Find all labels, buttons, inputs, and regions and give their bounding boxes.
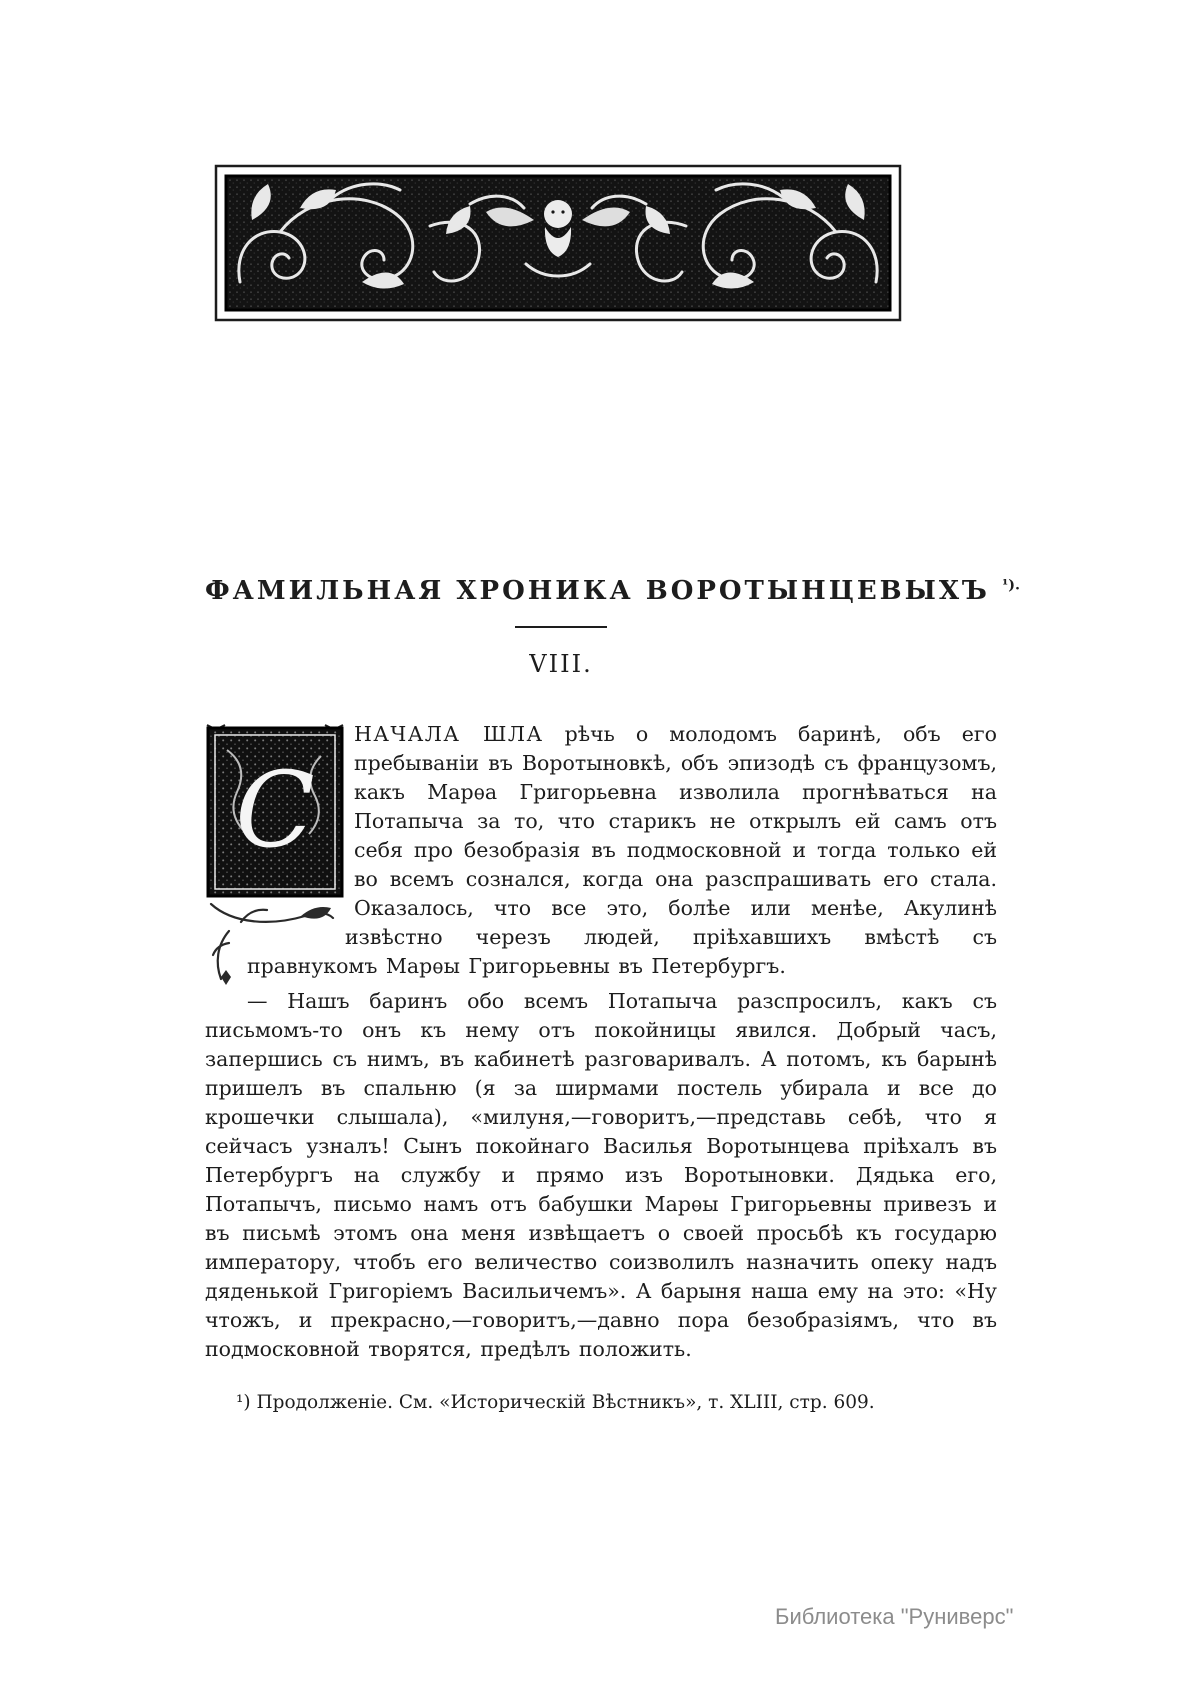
dropcap-letter: С <box>235 749 315 871</box>
header-ornament <box>214 164 902 322</box>
heading-block <box>205 576 1020 678</box>
library-watermark: Библиотека "Руниверс" <box>775 1604 1014 1629</box>
paragraph-lead: НАЧАЛА ШЛА <box>354 722 544 746</box>
dropcap-letter-icon <box>205 722 345 898</box>
paragraph-1-text: рѣчь о молодомъ баринѣ, объ его пребываніи въ Воротыновкѣ, объ эпизодѣ съ французомъ, какъ Марѳа Григорьевна изволила прогнѣваться на Потапыча за то, что старикъ не открылъ ей самъ отъ себя про безобразія въ подмосковной и тогда только ей во всемъ сознался, когда она разспрашивать его стала. Оказалось, что все это, болѣе или менѣе, Акулинѣ извѣстно черезъ людей, пріѣхавшихъ вмѣстѣ съ правнукомъ Марѳы Григорьевны въ Петербургъ. <box>247 722 997 978</box>
title-footnote-mark: ¹). <box>1001 577 1020 594</box>
paragraph-2: — Нашъ баринъ обо всемъ Потапыча разспросилъ, какъ съ письмомъ-то онъ къ нему отъ покойницы явился. Добрый часъ, запершись съ нимъ, въ кабинетѣ разговаривалъ. А потомъ, къ барынѣ пришелъ въ спальню (я за ширмами постель убирала и все до крошечки слышала), «милуня,—говоритъ,—представь себѣ, что я сейчасъ узналъ! Сынъ покойнаго Василья Воротынцева пріѣхалъ въ Петербургъ на службу и прямо изъ Воротыновки. Дядька его, Потапычъ, письмо намъ отъ бабушки Марѳы Григорьевны привезъ и въ письмѣ этомъ она меня извѣщаетъ о своей просьбѣ къ государю императору, чтобъ его величество соизволилъ назначить опеку надъ дяденькой Григоріемъ Васильичемъ». А барыня наша ему на это: «Ну чтожъ, и прекрасно,—говоритъ,—давно пора безобразіямъ, что въ подмосковной творятся, предѣлъ положить. <box>205 989 997 1361</box>
page-title <box>205 576 1020 606</box>
floral-engraving-icon <box>214 164 902 322</box>
dropcap-flourish-icon <box>205 900 337 929</box>
title-text: ФАМИЛЬНАЯ ХРОНИКА ВОРОТЫНЦЕВЫХЪ <box>205 576 990 606</box>
dropcap-ornament <box>205 722 345 898</box>
body-text <box>205 720 997 1364</box>
chapter-number: VIII. <box>529 650 593 678</box>
dropcap-vine-icon <box>205 929 241 987</box>
footnote: ¹) Продолженіе. См. «Историческій Вѣстникъ», т. XLIII, стр. 609. <box>236 1392 875 1413</box>
title-rule <box>515 626 607 628</box>
